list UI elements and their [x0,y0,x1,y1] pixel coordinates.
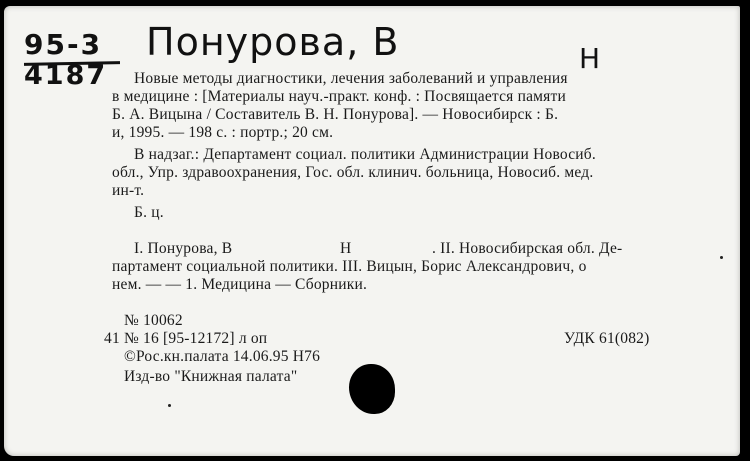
series-number: 41 № 16 [95-12172] л оп [104,330,268,347]
handwritten-author-name: Понурова, В [146,20,400,64]
body-line-4: и, 1995. — 198 с. : портр.; 20 см. [112,124,334,141]
copyright-line: ©Рос.кн.палата 14.06.95 Н76 [124,348,321,365]
record-number: № 10062 [124,312,183,329]
body-line-3: Б. А. Вицына / Составитель В. Н. Понурова]. — Новосибирск : Б. [112,106,559,123]
tracing-line-3: нем. — — 1. Медицина — Сборники. [112,276,368,293]
speck [720,256,723,259]
handwritten-initial: Н [579,42,601,75]
ink-blot [349,364,395,414]
publisher-line: Изд-во "Книжная палата" [124,368,298,385]
udk-classification: УДК 61(082) [564,330,650,347]
body-line-1: Новые методы диагностики, лечения заболеваний и управления [134,70,568,87]
body-line-6: обл., Упр. здравоохранения, Гос. обл. клинич. больница, Новосиб. мед. [112,164,594,181]
catalog-card [4,6,740,456]
body-line-2: в медицине : [Материалы науч.-практ. конф. : Посвящается памяти [112,88,566,105]
body-line-8: Б. ц. [134,204,164,221]
speck [168,404,171,407]
tracing-line-2: партамент социальной политики. III. Вицын, Борис Александрович, о [112,258,587,275]
handwritten-call-code: 95-3 [24,28,103,61]
tracing-line-1c: . II. Новосибирская обл. Де- [432,240,623,257]
body-line-5: В надзаг.: Департамент социал. политики Администрации Новосиб. [134,146,596,163]
tracing-line-1a: I. Понурова, В [134,240,233,257]
tracing-line-1b: Н [340,240,352,257]
handwritten-accession-number: 4187 [24,60,108,91]
body-line-7: ин-т. [112,182,145,199]
